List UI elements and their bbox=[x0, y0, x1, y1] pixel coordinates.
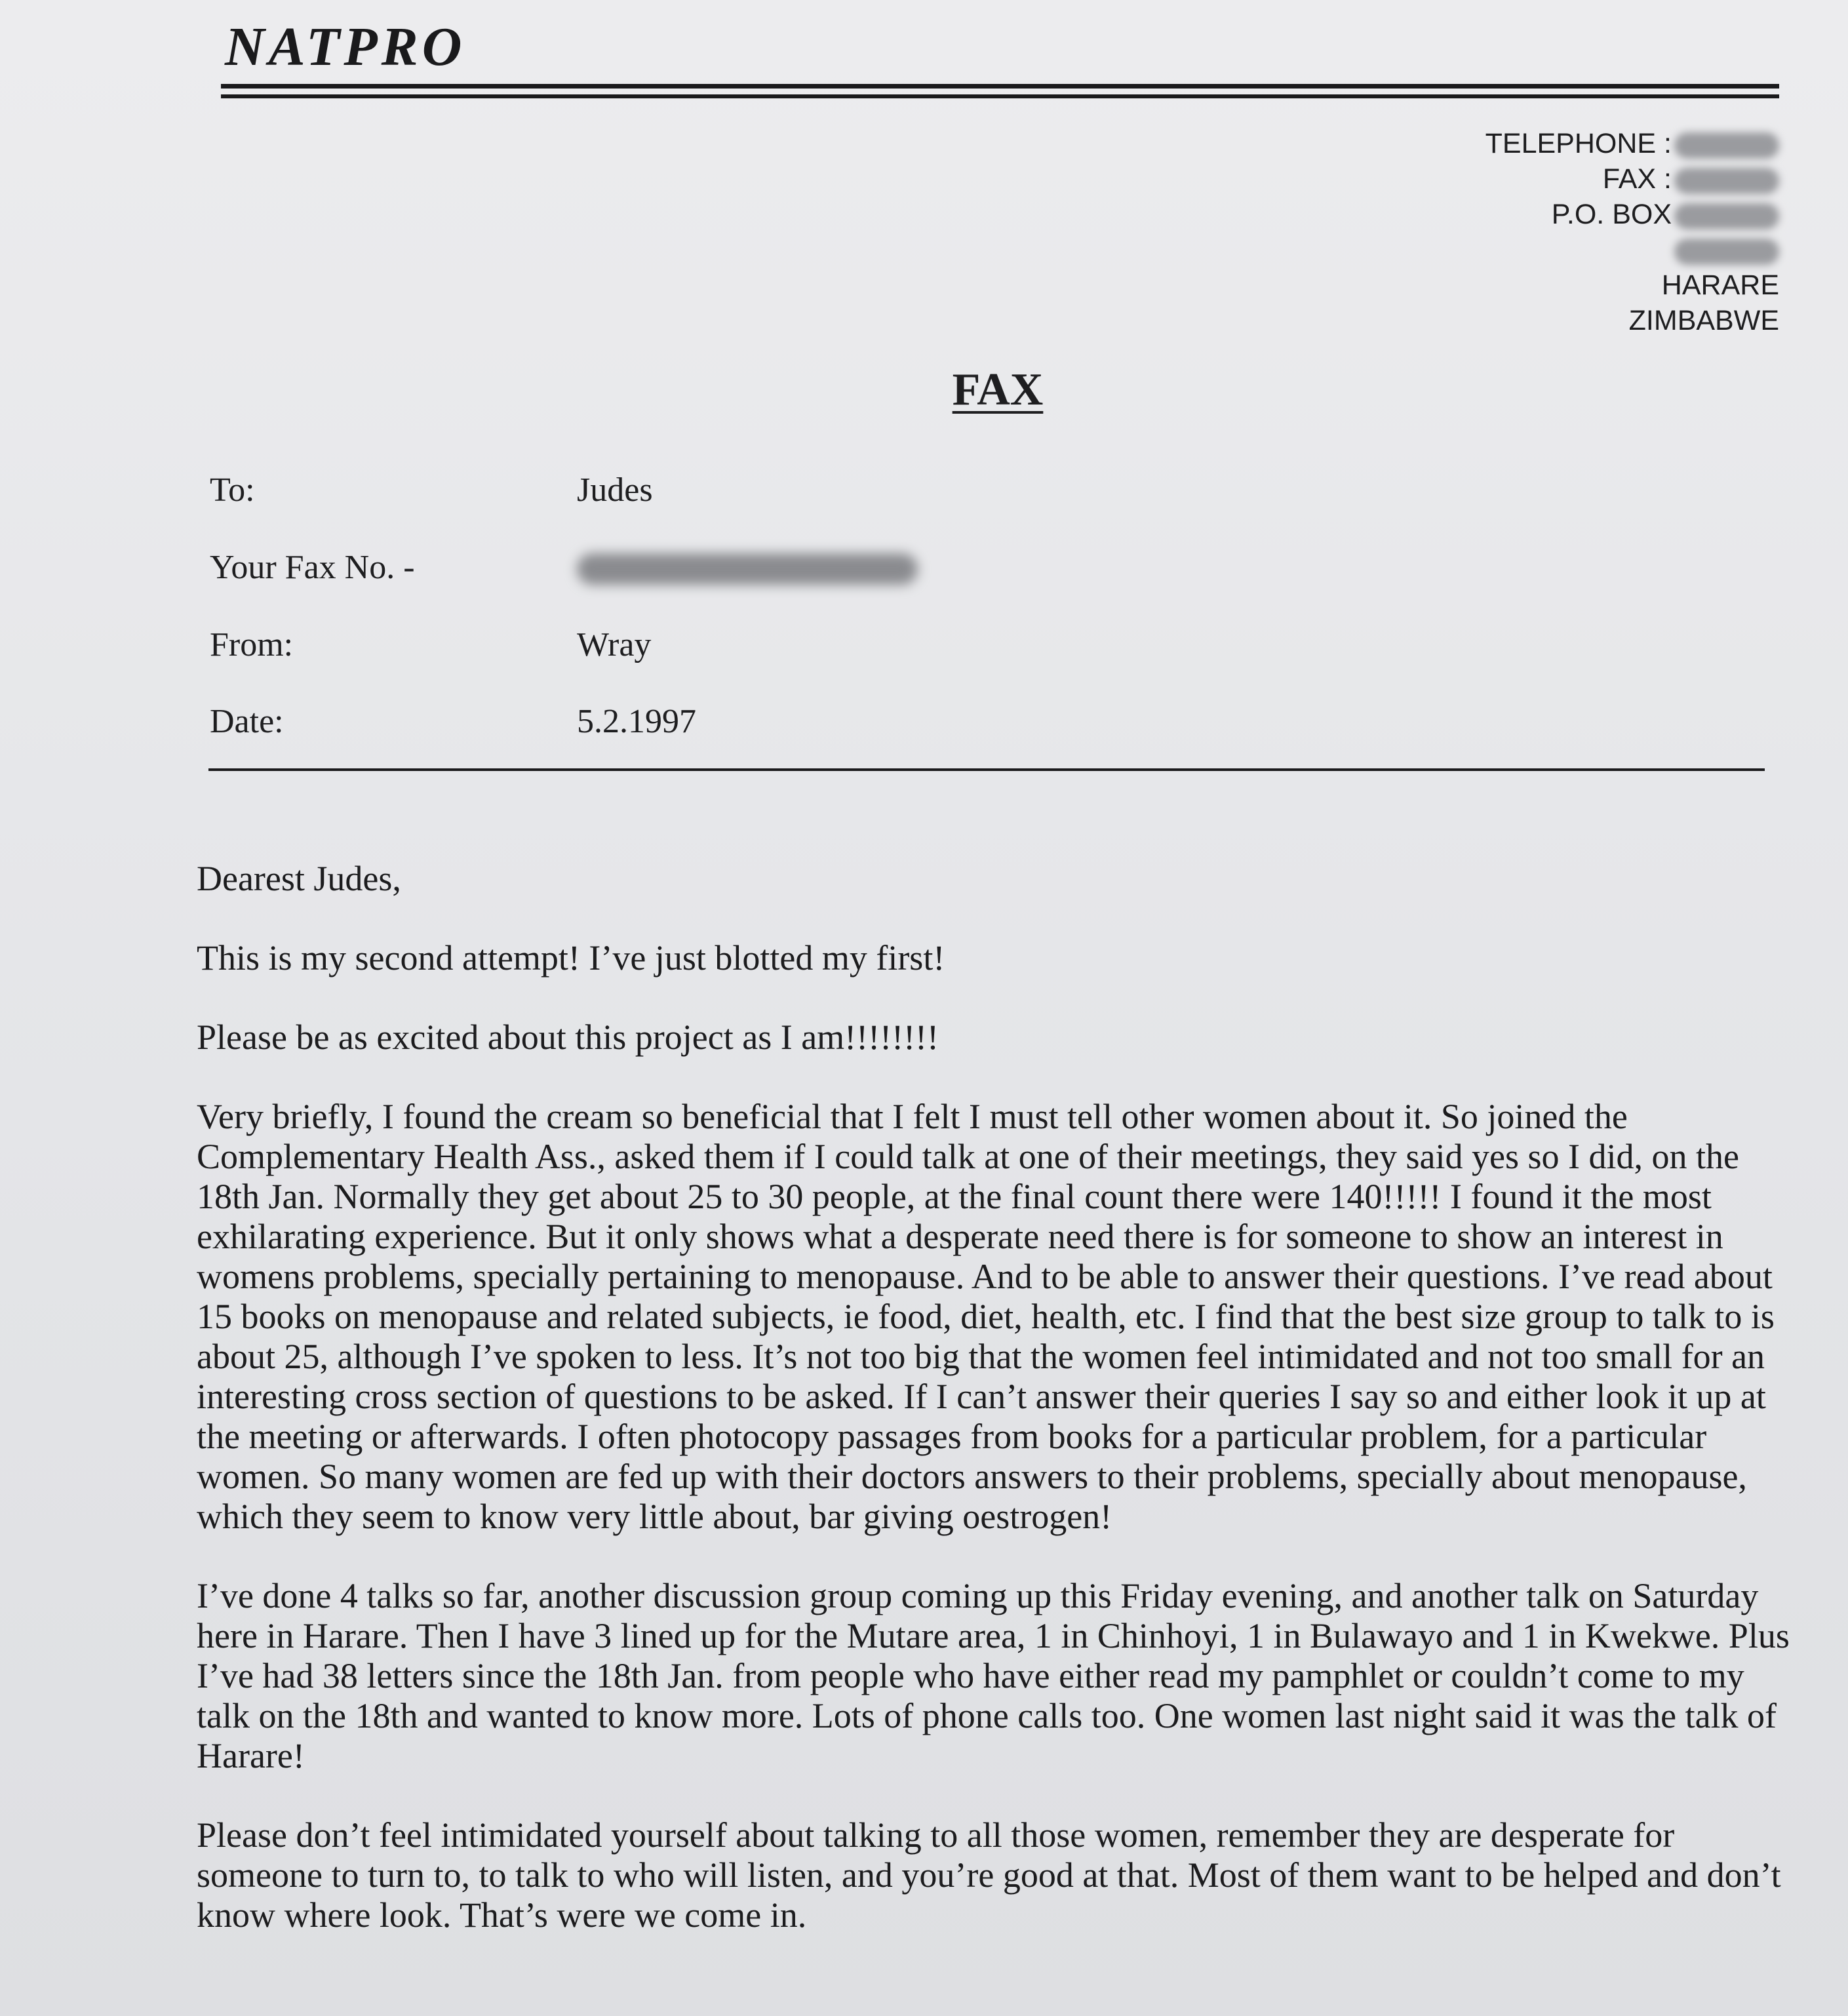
letter-body bbox=[197, 859, 1796, 1975]
from-label: From: bbox=[210, 626, 294, 663]
date-label: Date: bbox=[210, 703, 284, 740]
telephone-line bbox=[1485, 126, 1779, 161]
to-value: Judes bbox=[577, 471, 653, 509]
redacted-fax bbox=[1674, 168, 1779, 194]
redacted-telephone bbox=[1674, 132, 1779, 159]
pobox-number-line bbox=[1485, 232, 1779, 267]
date-value: 5.2.1997 bbox=[577, 703, 696, 740]
paragraph-4: I’ve done 4 talks so far, another discussion group coming up this Friday evening, and another talk on Saturday here in Harare. Then I have 3 lined up for the Mutare area, 1 in Chinhoyi, 1 in Bulawayo and 1 in Kwekwe. Plus I’ve had 38 letters since the 18th Jan. from people who have either read my pamphlet or couldn’t come to my talk on the 18th and wanted to know more. Lots of phone calls too. One women last night said it was the talk of Harare! bbox=[197, 1576, 1790, 1775]
company-logo: NATPRO bbox=[225, 16, 466, 77]
redacted-fax-number bbox=[577, 549, 918, 585]
address-block bbox=[1485, 126, 1779, 338]
pobox-label: P.O. BOX bbox=[1551, 199, 1672, 230]
letterhead-rule-bottom bbox=[221, 94, 1779, 98]
pobox-line bbox=[1485, 197, 1779, 232]
letterhead-rule-top bbox=[221, 84, 1779, 89]
paragraph-2: Please be as excited about this project as I am!!!!!!!! bbox=[197, 1018, 939, 1057]
paragraph-3: Very briefly, I found the cream so beneficial that I felt I must tell other women about it. So joined the Complementary Health Ass., asked them if I could talk at one of their meetings, they said yes so I did, on the 18th Jan. Normally they get about 25 to 30 people, at the final count there were 140!!!!! I found it the most exhilarating experience. But it only shows what a desperate need there is for someone to show an interest in womens problems, specially pertaining to menopause. And to be able to answer their questions. I’ve read about 15 books on menopause and related subjects, ie food, diet, health, etc. I find that the best size group to talk to is about 25, although I’ve spoken to less. It’s not too big that the women feel intimidated and not too small for an interesting cross section of questions to be asked. If I can’t answer their queries I say so and either look it up at the meeting or afterwards. I often photocopy passages from books for a particular problem, for a particular women. So many women are fed up with their doctors answers to their problems, specially about menopause, which they seem to know very little about, bar giving oestrogen! bbox=[197, 1097, 1775, 1536]
from-value: Wray bbox=[577, 626, 652, 663]
to-label: To: bbox=[210, 471, 255, 509]
fax-number-label: Your Fax No. - bbox=[210, 549, 415, 586]
fax-line bbox=[1485, 161, 1779, 197]
fax-title: FAX bbox=[952, 365, 1044, 415]
salutation: Dearest Judes, bbox=[197, 859, 401, 898]
paragraph-1: This is my second attempt! I’ve just blotted my first! bbox=[197, 938, 945, 978]
redacted-pobox-number bbox=[1674, 239, 1779, 265]
telephone-label: TELEPHONE : bbox=[1485, 128, 1672, 159]
fax-label: FAX : bbox=[1602, 163, 1672, 195]
country-line: ZIMBABWE bbox=[1628, 305, 1779, 336]
paragraph-5: Please don’t feel intimidated yourself about talking to all those women, remember they are desperate for someone to turn to, to talk to who will listen, and you’re good at that. Most of them want to be helped and don’t know where look. That’s were we come in. bbox=[197, 1815, 1781, 1935]
header-divider bbox=[208, 768, 1765, 771]
redacted-pobox bbox=[1674, 203, 1779, 229]
city-line: HARARE bbox=[1661, 269, 1779, 301]
